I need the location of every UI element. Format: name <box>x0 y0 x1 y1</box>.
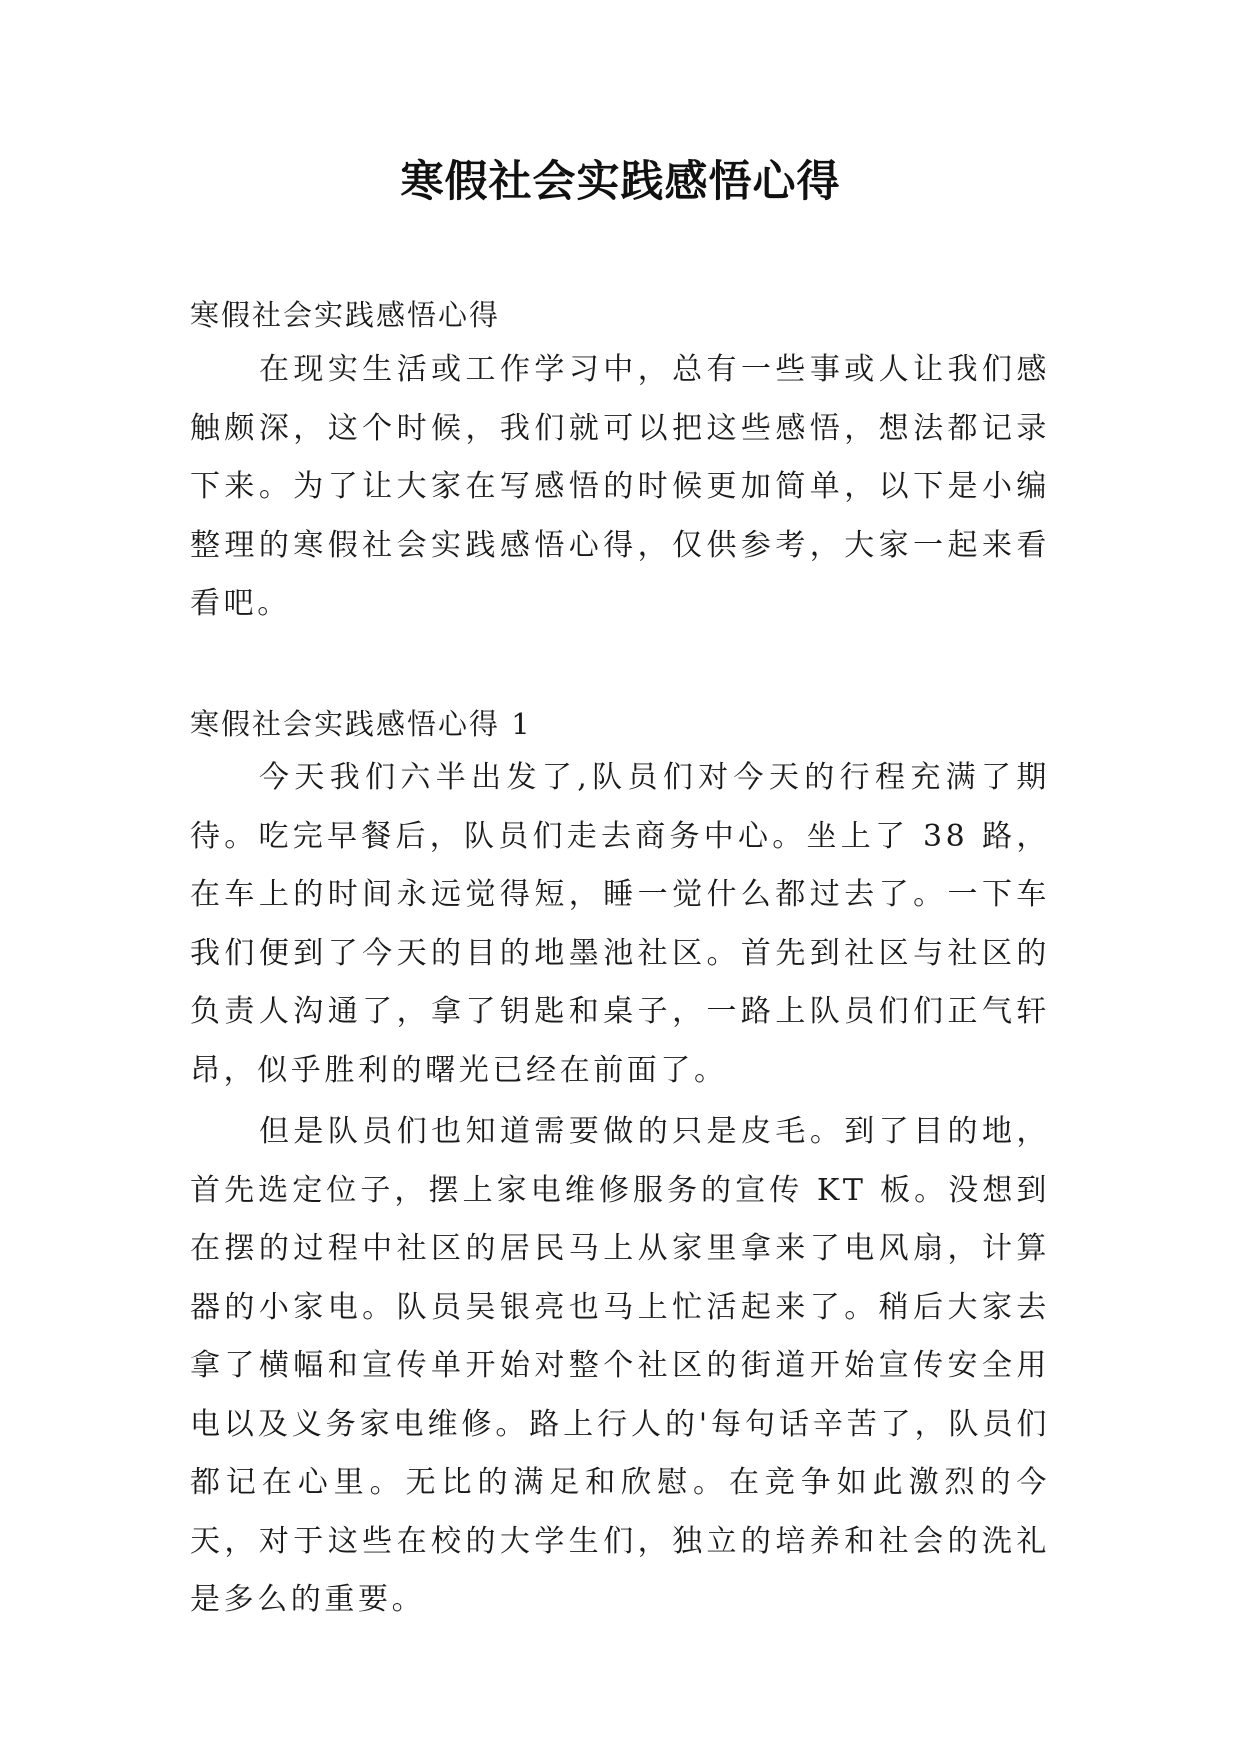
section-heading: 寒假社会实践感悟心得 1 <box>190 707 532 741</box>
document-title: 寒假社会实践感悟心得 <box>400 157 841 207</box>
intro-heading: 寒假社会实践感悟心得 <box>190 298 501 332</box>
section-paragraph: 今天我们六半出发了,队员们对今天的行程充满了期待。吃完早餐后，队员们走去商务中心。坐上了 38 路，在车上的时间永远觉得短，睡一觉什么都过去了。一下车我们便到了今天的目的地墨池社区。首先到社区与社区的负责人沟通了，拿了钥匙和桌子，一路上队员们们正气轩昂，似乎胜利的曙光已经在前面了。 <box>190 760 1050 1088</box>
intro-paragraph: 在现实生活或工作学习中，总有一些事或人让我们感触颇深，这个时候，我们就可以把这些感悟，想法都记录下来。为了让大家在写感悟的时候更加简单，以下是小编整理的寒假社会实践感悟心得，仅供参考，大家一起来看看吧。 <box>190 352 1050 621</box>
section-paragraph: 但是队员们也知道需要做的只是皮毛。到了目的地，首先选定位子，摆上家电维修服务的宣传 KT 板。没想到在摆的过程中社区的居民马上从家里拿来了电风扇，计算器的小家电。队员吴银亮也马上忙活起来了。稍后大家去拿了横幅和宣传单开始对整个社区的街道开始宣传安全用电以及义务家电维修。路上行人的'每句话辛苦了，队员们都记在心里。无比的满足和欣慰。在竞争如此激烈的今天，对于这些在校的大学生们，独立的培养和社会的洗礼是多么的重要。 <box>190 1114 1050 1617</box>
